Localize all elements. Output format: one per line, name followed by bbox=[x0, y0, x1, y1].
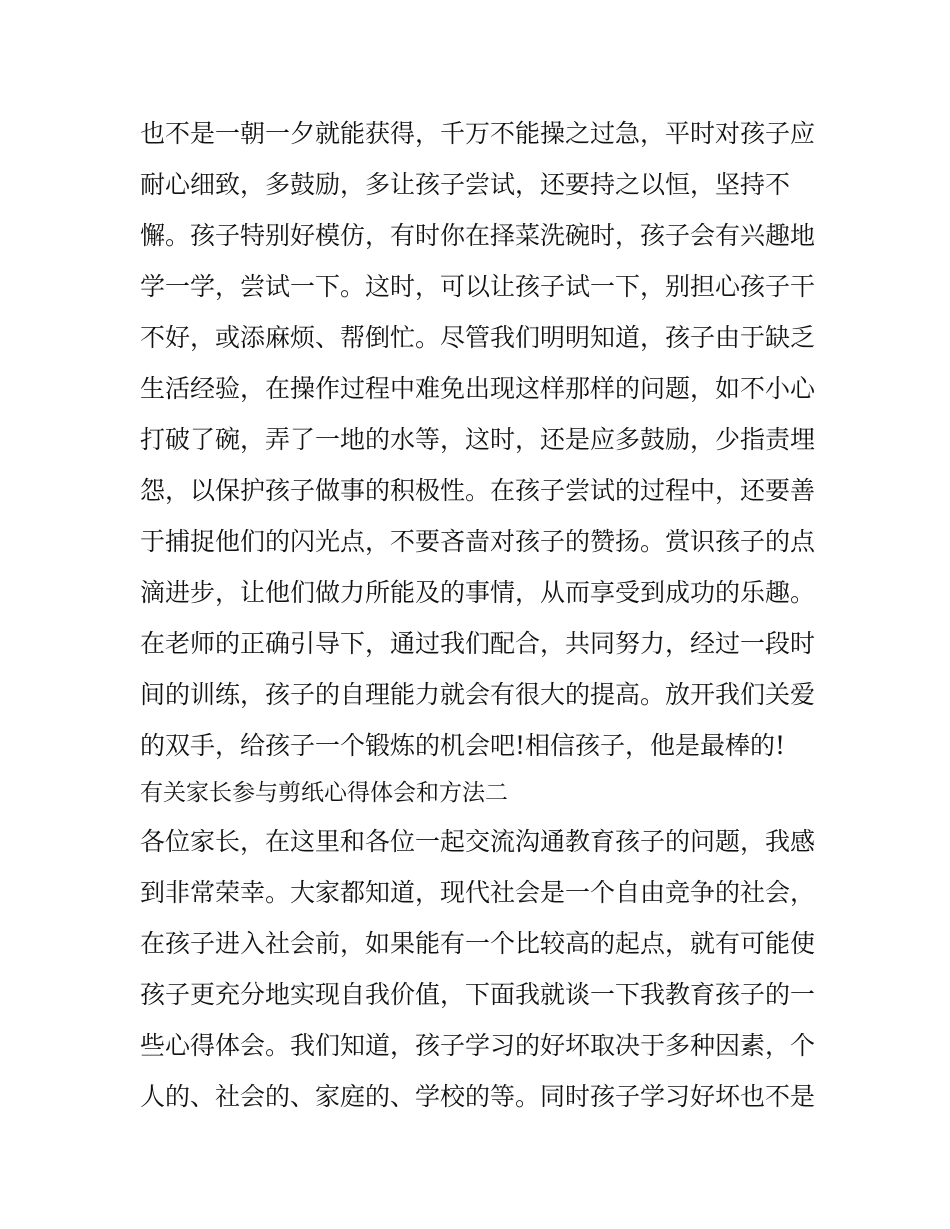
paragraph-line: 打破了碗，弄了一地的水等，这时，还是应多鼓励，少指责埋 bbox=[140, 425, 816, 454]
paragraph-line: 到非常荣幸。大家都知道，现代社会是一个自由竞争的社会， bbox=[140, 878, 816, 907]
paragraph-line: 也不是一朝一夕就能获得，千万不能操之过急，平时对孩子应 bbox=[140, 119, 816, 148]
paragraph-line: 的双手，给孩子一个锻炼的机会吧!相信孩子，他是最棒的! bbox=[140, 731, 786, 760]
paragraph-line: 间的训练，孩子的自理能力就会有很大的提高。放开我们关爱 bbox=[140, 680, 816, 709]
paragraph-line: 些心得体会。我们知道，孩子学习的好坏取决于多种因素，个 bbox=[140, 1031, 816, 1060]
document-body bbox=[140, 108, 820, 1122]
paragraph-line: 生活经验，在操作过程中难免出现这样那样的问题，如不小心 bbox=[140, 374, 816, 403]
paragraph-line: 滴进步，让他们做力所能及的事情，从而享受到成功的乐趣。 bbox=[140, 578, 816, 607]
paragraph-line: 懈。孩子特别好模仿，有时你在择菜洗碗时，孩子会有兴趣地 bbox=[140, 221, 816, 250]
paragraph-line: 于捕捉他们的闪光点，不要吝啬对孩子的赞扬。赏识孩子的点 bbox=[140, 527, 816, 556]
paragraph-line: 在老师的正确引导下，通过我们配合，共同努力，经过一段时 bbox=[140, 629, 816, 658]
paragraph-line: 不好，或添麻烦、帮倒忙。尽管我们明明知道，孩子由于缺乏 bbox=[140, 323, 816, 352]
paragraph-line: 孩子更充分地实现自我价值，下面我就谈一下我教育孩子的一 bbox=[140, 980, 816, 1009]
section-heading: 有关家长参与剪纸心得体会和方法二 bbox=[140, 780, 508, 806]
paragraph-line: 怨，以保护孩子做事的积极性。在孩子尝试的过程中，还要善 bbox=[140, 476, 816, 505]
paragraph-line: 各位家长，在这里和各位一起交流沟通教育孩子的问题，我感 bbox=[140, 827, 816, 856]
paragraph-line: 在孩子进入社会前，如果能有一个比较高的起点，就有可能使 bbox=[140, 929, 816, 958]
paragraph-line: 学一学，尝试一下。这时，可以让孩子试一下，别担心孩子干 bbox=[140, 272, 816, 301]
paragraph-line: 人的、社会的、家庭的、学校的等。同时孩子学习好坏也不是 bbox=[140, 1082, 816, 1111]
paragraph-line: 耐心细致，多鼓励，多让孩子尝试，还要持之以恒，坚持不 bbox=[140, 170, 791, 199]
